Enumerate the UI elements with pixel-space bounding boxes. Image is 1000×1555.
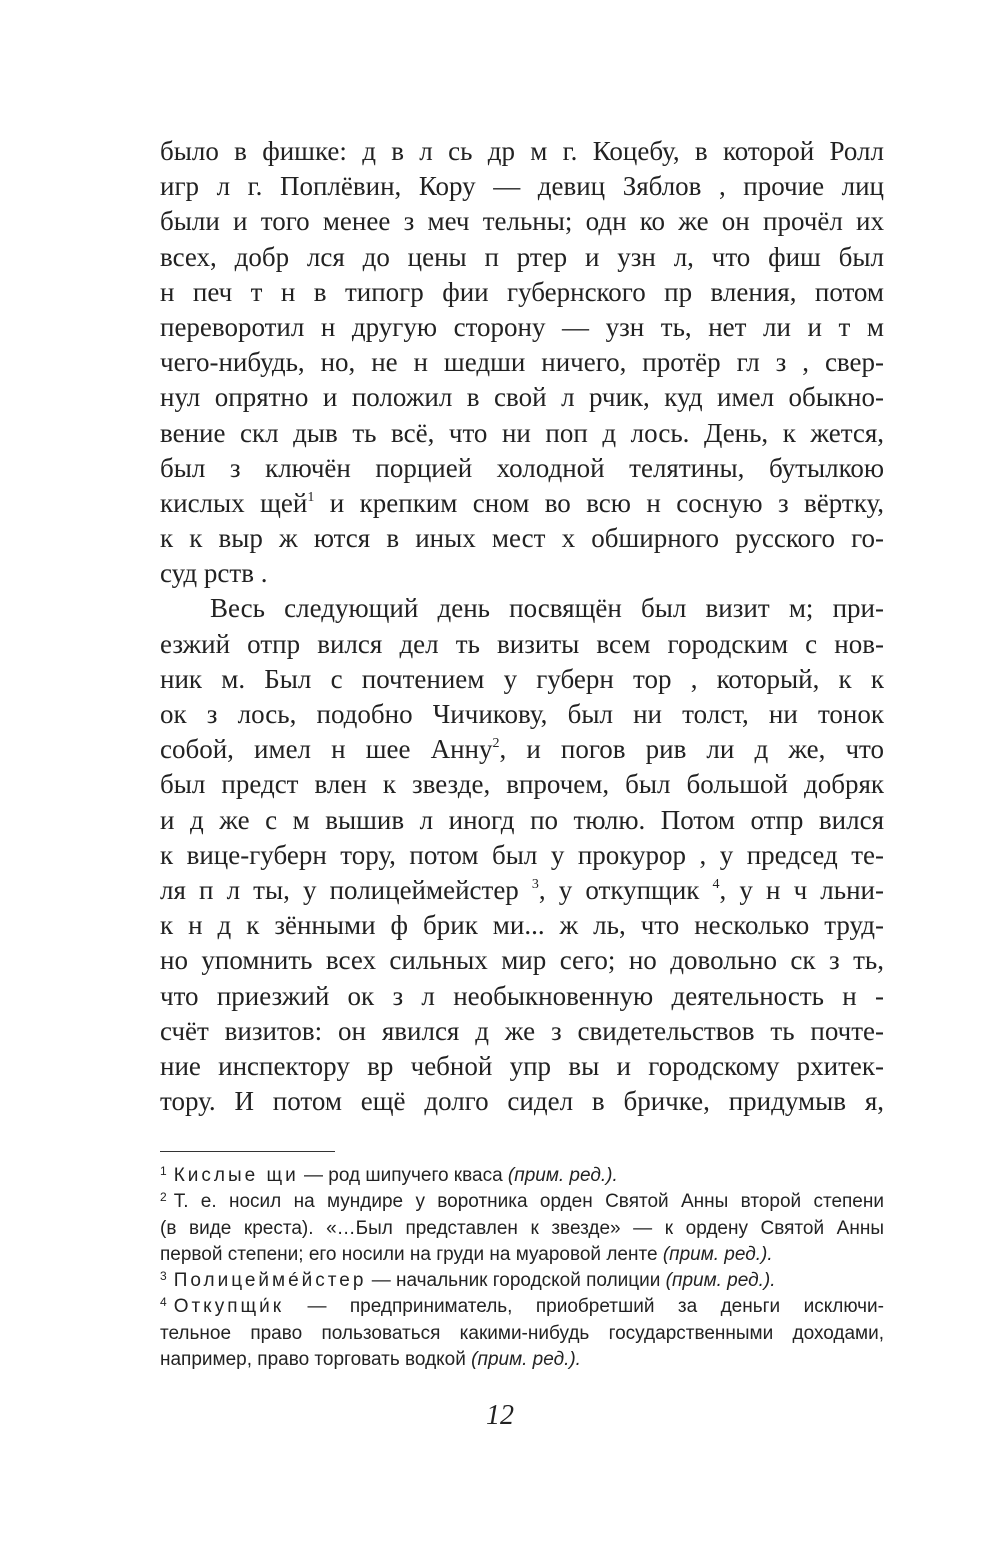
footnote-ref-2: 2	[492, 736, 500, 752]
editor-note: (прим. ред.).	[507, 1165, 618, 1186]
text-line: нул опрятно и положил в свой л рчик, куд имел обыкно-	[160, 382, 884, 413]
editor-note: (прим. ред.).	[665, 1270, 776, 1292]
text-line: что приезжий ок з л необыкновенную деятельность н -	[160, 980, 884, 1011]
footnote-term: Кислые щи	[173, 1165, 299, 1186]
text-line	[160, 873, 884, 908]
footnote-4	[160, 1294, 884, 1320]
footnote-term: Полицеймéйстер	[173, 1270, 367, 1292]
footnote-1	[160, 1163, 884, 1189]
footnote-number: 1	[160, 1164, 167, 1178]
text-line: ок з лось, подобно Чичикову, был ни толст, ни тонок	[160, 699, 884, 729]
text-line: к вице-губерн тору, потом был у прокурор , у председ те-	[160, 839, 884, 870]
footnote-text: первой степени; его носили на груди на муаровой ленте	[160, 1243, 663, 1265]
text-line: ние инспектору вр чебной упр вы и городскому рхитек-	[160, 1050, 884, 1081]
text-line: всех, добр лся до цены п ртер и узн л, что фиш был	[160, 241, 884, 272]
footnote-2	[160, 1189, 884, 1215]
text-line: суд рств .	[160, 558, 268, 589]
text-fragment: , и погов рив ли д же, что	[499, 734, 884, 765]
text-line: переворотил н другую сторону — узн ть, нет ли и т м	[160, 311, 884, 342]
text-line	[160, 732, 884, 767]
footnote-term: Откупщи́к	[173, 1296, 285, 1318]
footnote-3	[160, 1268, 884, 1294]
text-line: езжий отпр вился дел ть визиты всем городским с нов-	[160, 628, 884, 659]
footnote-number: 4	[160, 1295, 167, 1310]
text-line: чего-нибудь, но, не н шедши ничего, протёр гл з , свер-	[160, 347, 884, 378]
text-fragment: ля п л ты, у полицеймейстер	[160, 874, 532, 905]
footnote-ref-3: 3	[531, 876, 539, 892]
text-line: и д же с м вышив л иногд по тюлю. Потом отпр вился	[160, 804, 884, 835]
footnote-text: — род шипучего кваса	[298, 1165, 508, 1186]
text-line	[160, 486, 884, 521]
text-line: тору. И потом ещё долго сидел в бричке, придумыв я,	[160, 1086, 884, 1117]
footnote-text: Т. е. носил на мундире у воротника орден Святой Анны второй степени	[173, 1191, 884, 1213]
text-line: к н д к зёнными ф брик ми... ж ль, что несколько труд-	[160, 910, 884, 941]
text-fragment: , у н ч льни-	[719, 874, 884, 905]
text-line: н печ т н в типогр фии губернского пр вления, потом	[160, 276, 884, 307]
footnote-2-cont: (в виде креста). «…Был представлен к звезде» — к ордену Святой Анны	[160, 1217, 884, 1239]
text-line: был предст влен к звезде, впрочем, был большой добряк	[160, 769, 884, 800]
text-line: было в фишке: д в л сь др м г. Коцебу, в которой Ролл	[160, 136, 884, 166]
text-fragment: кислых щей	[160, 487, 308, 518]
footnote-ref-4: 4	[712, 876, 720, 892]
text-fragment: собой, имел н шее Анну	[160, 734, 493, 765]
text-line: вение скл дыв ть всё, что ни поп д лось. День, к жется,	[160, 417, 884, 448]
text-fragment: , у откупщик	[538, 874, 713, 905]
editor-note: (прим. ред.).	[662, 1243, 773, 1265]
footnotes	[160, 1163, 884, 1373]
text-line: был з ключён порцией холодной телятины, бутылкою	[160, 452, 884, 483]
footnote-text: — начальник городской полиции	[366, 1270, 666, 1292]
text-line: были и того менее з меч тельны; одн ко же он прочёл их	[160, 206, 884, 237]
footnote-4-cont	[160, 1347, 884, 1373]
text-line: игр л г. Поплёвин, Кору — девиц Зяблов , прочие лиц	[160, 171, 884, 202]
footnote-4-cont: тельное право пользоваться какими-нибудь государственными доходами,	[160, 1322, 884, 1344]
text-line: ник м. Был с почтением у губерн тор , который, к к	[160, 663, 884, 694]
text-line: к к выр ж ются в иных мест х обширного русского го-	[160, 523, 884, 554]
footnote-text: — предприниматель, приобретший за деньги исключи-	[284, 1296, 884, 1318]
footnote-divider	[160, 1151, 335, 1152]
page-number: 12	[486, 1400, 514, 1431]
footnote-2-cont	[160, 1242, 884, 1268]
paragraph-start: Весь следующий день посвящён был визит м; при-	[210, 593, 884, 624]
footnote-text: например, право торговать водкой	[160, 1349, 472, 1371]
footnote-number: 3	[160, 1269, 167, 1284]
text-fragment: и крепким сном во всю н сосную з вёртку,	[314, 487, 884, 518]
footnote-number: 2	[160, 1190, 167, 1205]
text-line: счёт визитов: он явился д же з свидетельствов ть почте-	[160, 1015, 884, 1046]
text-line: но упомнить всех сильных мир сего; но довольно ск з ть,	[160, 945, 884, 976]
footnote-ref-1: 1	[307, 489, 315, 505]
editor-note: (прим. ред.).	[471, 1349, 581, 1371]
main-text	[160, 134, 884, 1119]
